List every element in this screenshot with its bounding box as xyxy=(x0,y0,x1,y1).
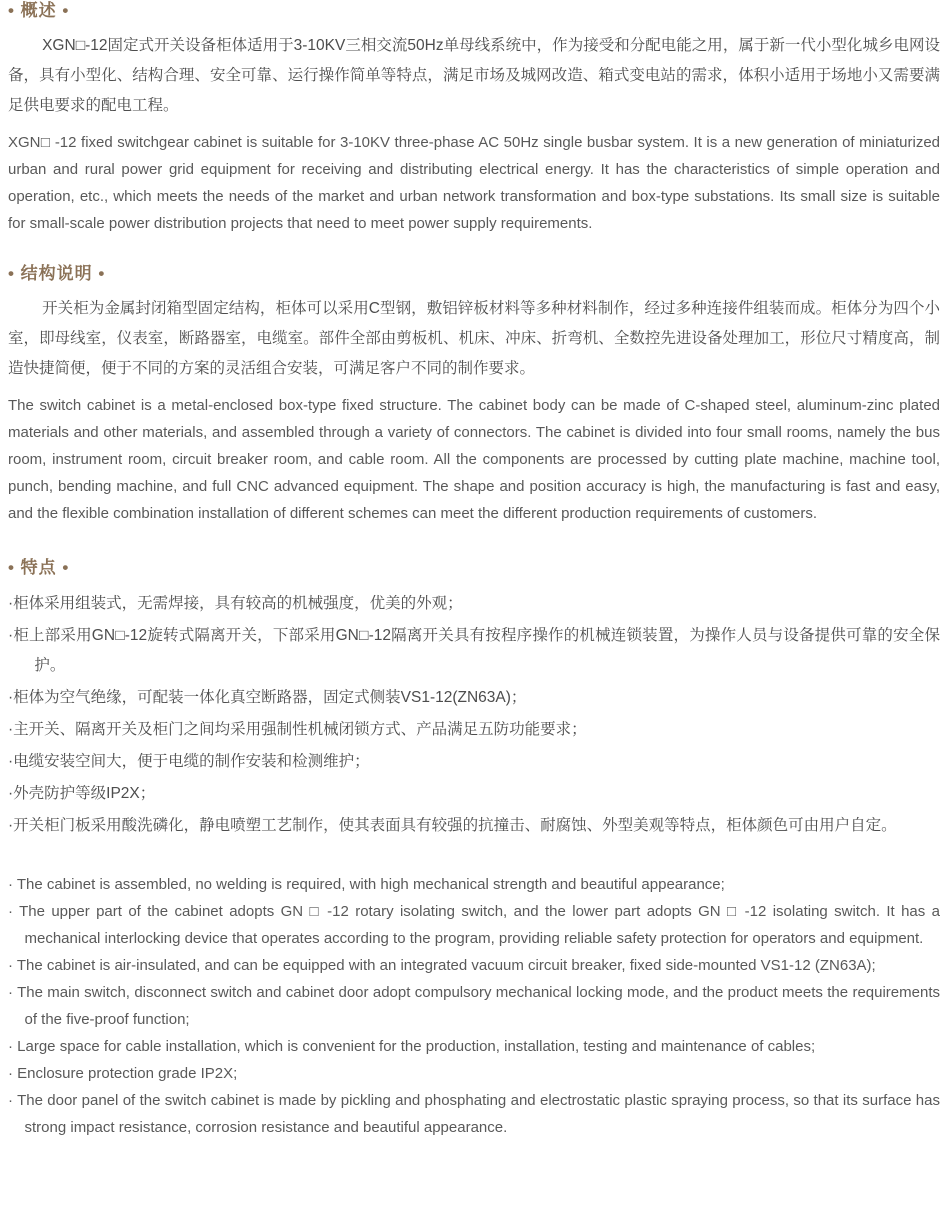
feature-item-en: · The cabinet is assembled, no welding is required, with high mechanical strength and beautiful appearance; xyxy=(8,876,725,893)
feature-item-cn: ·外壳防护等级IP2X； xyxy=(8,785,156,802)
features-heading: • 特点 • xyxy=(8,558,70,577)
feature-item-en: · The main switch, disconnect switch and cabinet door adopt compulsory mechanical locking mode, and the product meets the requirements of the five-proof function; xyxy=(8,984,940,1028)
feature-item-cn: ·开关柜门板采用酸洗磷化，静电喷塑工艺制作，使其表面具有较强的抗撞击、耐腐蚀、外型美观等特点，柜体颜色可由用户自定。 xyxy=(8,817,897,834)
section-structure xyxy=(8,263,940,527)
feature-item-en: · Enclosure protection grade IP2X; xyxy=(8,1065,238,1082)
features-list-en xyxy=(8,871,940,1141)
structure-paragraph-cn: 开关柜为金属封闭箱型固定结构，柜体可以采用C型钢，敷铝锌板材料等多种材料制作，经过多种连接件组装而成。柜体分为四个小室，即母线室，仪表室，断路器室，电缆室。部件全部由剪板机、机床、冲床、折弯机、全数控先进设备处理加工，形位尺寸精度高，制造快捷简便，便于不同的方案的灵活组合安装，可满足客户不同的制作要求。 xyxy=(8,300,940,377)
feature-item-en: · The cabinet is air-insulated, and can be equipped with an integrated vacuum circuit breaker, fixed side-mounted VS1-12 (ZN63A); xyxy=(8,957,876,974)
overview-paragraph-cn: XGN□-12固定式开关设备柜体适用于3-10KV三相交流50Hz单母线系统中，作为接受和分配电能之用，属于新一代小型化城乡电网设备，具有小型化、结构合理、安全可靠、运行操作简单等特点，满足市场及城网改造、箱式变电站的需求，体积小适用于场地小又需要满足供电要求的配电工程。 xyxy=(8,37,940,114)
feature-item-cn: ·主开关、隔离开关及柜门之间均采用强制性机械闭锁方式、产品满足五防功能要求； xyxy=(8,721,587,738)
structure-heading: • 结构说明 • xyxy=(8,264,106,283)
section-overview xyxy=(8,0,940,237)
features-list-cn xyxy=(8,589,940,841)
overview-heading: • 概述 • xyxy=(8,1,70,20)
section-features xyxy=(8,557,940,1141)
feature-item-en: · The upper part of the cabinet adopts GN □ -12 rotary isolating switch, and the lower part adopts GN □ -12 isolating switch. It has a mechanical interlocking device that operates according to the program, providing reliable safety protection for operators and equipment. xyxy=(8,903,940,947)
feature-item-cn: ·电缆安装空间大，便于电缆的制作安装和检测维护； xyxy=(8,753,370,770)
feature-item-cn: ·柜体为空气绝缘，可配装一体化真空断路器，固定式侧装VS1-12(ZN63A)； xyxy=(8,689,527,706)
feature-item-en: · Large space for cable installation, which is convenient for the production, installation, testing and maintenance of cables; xyxy=(8,1038,816,1055)
feature-item-cn: ·柜上部采用GN□-12旋转式隔离开关，下部采用GN□-12隔离开关具有按程序操作的机械连锁装置，为操作人员与设备提供可靠的安全保护。 xyxy=(8,627,940,674)
structure-paragraph-en: The switch cabinet is a metal-enclosed box-type fixed structure. The cabinet body can be made of C-shaped steel, aluminum-zinc plated materials and other materials, and assembled through a variety of connectors. The cabinet is divided into four small rooms, namely the bus room, instrument room, circuit breaker room, and cable room. All the components are processed by cutting plate machine, machine tool, punch, bending machine, and full CNC advanced equipment. The shape and position accuracy is high, the manufacturing is fast and easy, and the flexible combination installation of different schemes can meet the different production requirements of customers. xyxy=(8,397,940,522)
overview-paragraph-en: XGN□ -12 fixed switchgear cabinet is suitable for 3-10KV three-phase AC 50Hz single busbar system. It is a new generation of miniaturized urban and rural power grid equipment for receiving and distributing electrical energy. It has the characteristics of simple operation and operation, etc., which meets the needs of the market and urban network transformation and box-type substations. Its small size is suitable for small-scale power distribution projects that need to meet power supply requirements. xyxy=(8,134,940,232)
feature-item-en: · The door panel of the switch cabinet is made by pickling and phosphating and electrostatic plastic spraying process, so that its surface has strong impact resistance, corrosion resistance and beautiful appearance. xyxy=(8,1092,940,1136)
feature-item-cn: ·柜体采用组装式，无需焊接，具有较高的机械强度，优美的外观； xyxy=(8,595,463,612)
